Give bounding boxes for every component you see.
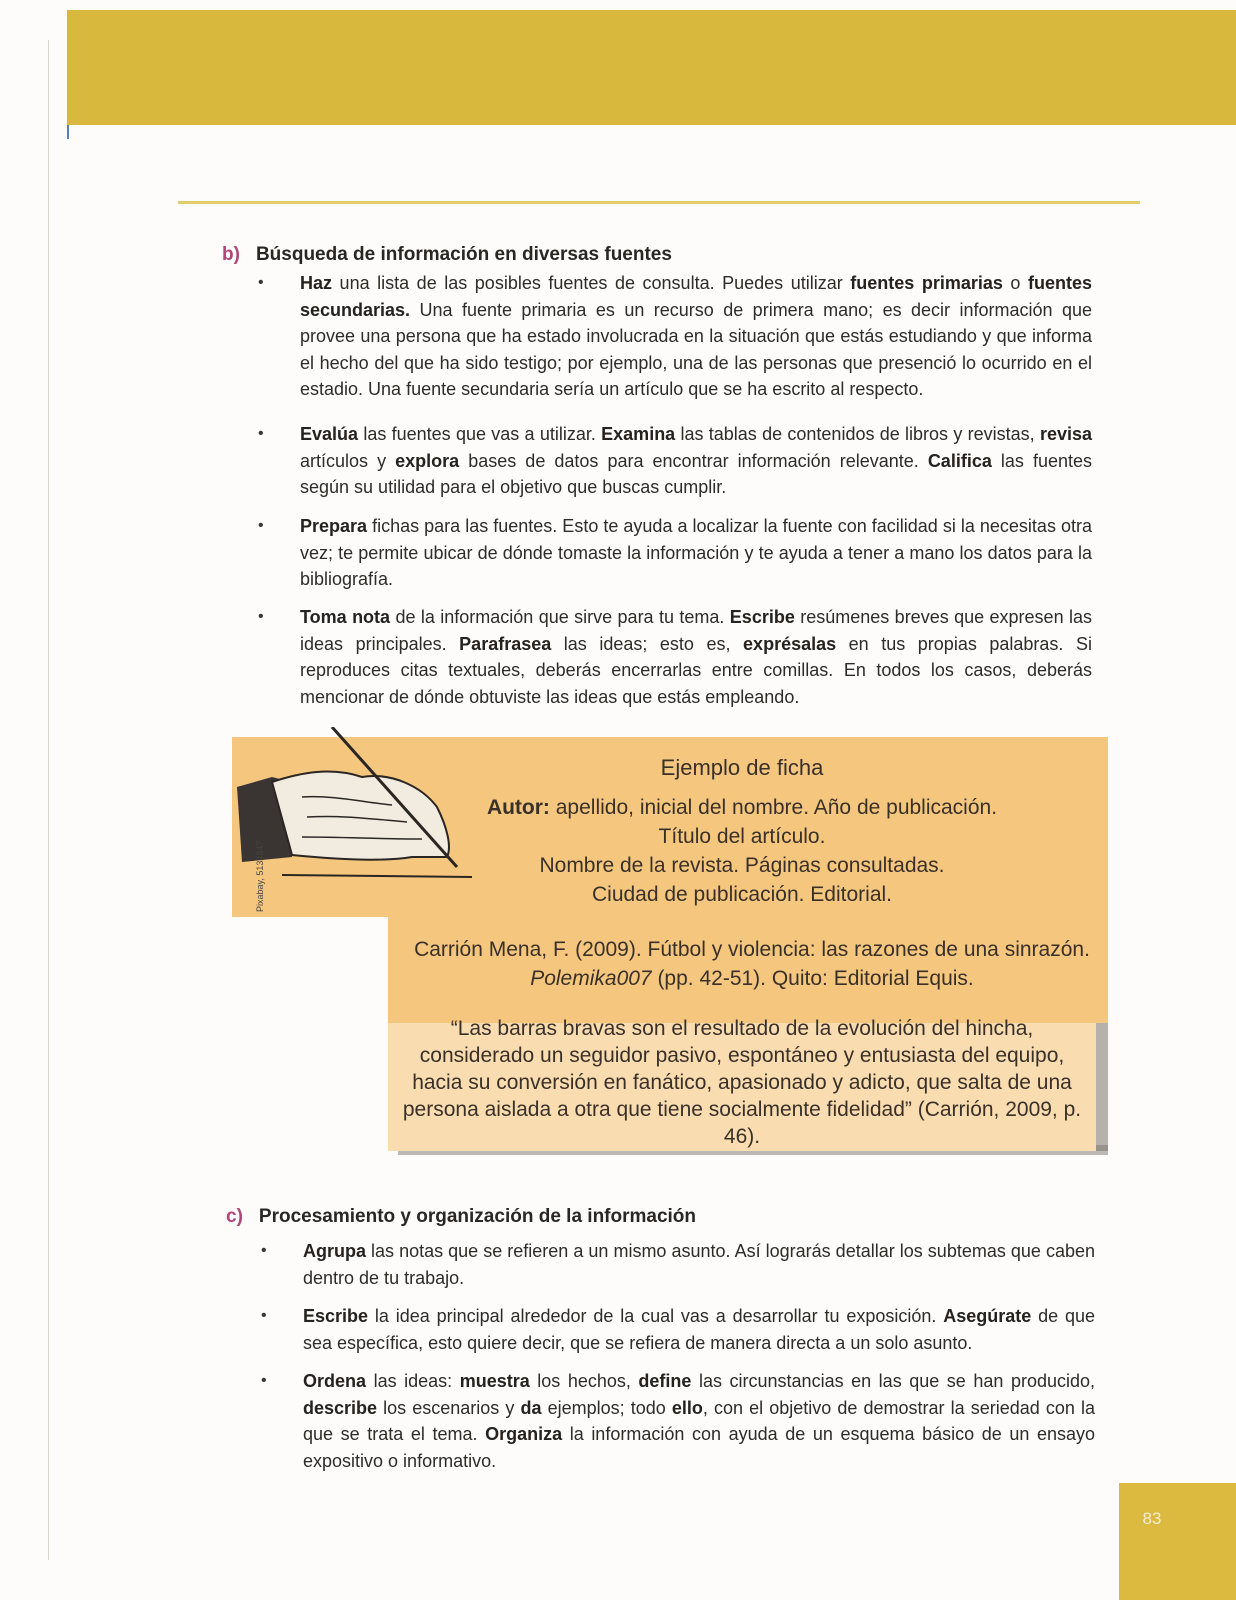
list-item: • Agrupa las notas que se refieren a un mismo asunto. Así lograrás detallar los subtemas que caben dentro de tu trabajo. — [303, 1238, 1095, 1291]
list-item: • Prepara fichas para las fuentes. Esto te ayuda a localizar la fuente con facilidad si la necesitas otra vez; te permite ubicar de dónde tomaste la información y te ayuda a tener a mano los datos para la bibliografía. — [300, 513, 1092, 593]
journal-line: Nombre de la revista. Páginas consultadas. — [539, 854, 945, 877]
emphasis-text: exprésalas — [743, 633, 837, 654]
list-item: • Ordena las ideas: muestra los hechos, define las circunstancias en las que se han producido, describe los escenarios y da ejemplos; todo ello, con el objetivo de demostrar la seriedad con la que se trata el tema. Organiza la información con ayuda de un esquema básico de un ensayo expositivo o informativo. — [303, 1368, 1095, 1474]
emphasis-text: Agrupa — [303, 1241, 366, 1261]
writing-hand-illustration — [232, 727, 482, 897]
section-c-heading — [226, 1206, 696, 1228]
emphasis-text: explora — [395, 450, 460, 471]
section-b-letter: b) — [222, 244, 240, 265]
emphasis-text: Asegúrate — [943, 1306, 1032, 1326]
emphasis-text: fuentes primarias — [850, 273, 1003, 293]
emphasis-text: Escribe — [729, 607, 795, 627]
image-credit: Pixabay, 5134847 — [255, 840, 265, 912]
emphasis-text: Escribe — [303, 1306, 369, 1326]
emphasis-text: Prepara — [300, 516, 368, 536]
author-text: apellido, inicial del nombre. Año de publicación. — [549, 796, 998, 819]
list-item: • Evalúa las fuentes que vas a utilizar. Examina las tablas de contenidos de libros y revistas, revisa artículos y explora bases de datos para encontrar información relevante. Califica las fuentes según su utilidad para el objetivo que buscas cumplir. — [300, 421, 1092, 501]
card-title: Ejemplo de ficha — [660, 755, 824, 780]
section-c-letter: c) — [226, 1206, 243, 1227]
emphasis-text: muestra — [459, 1371, 530, 1391]
quote-text: “Las barras bravas son el resultado de la evolución del hincha, considerado un seguidor pasivo, espontáneo y entusiasta del equipo, hacia su conversión en fanático, apasionado y adicto, que salta de una persona aislada a otra que tiene socialmente fidelidad” (Carrión, 2009, p. 46). — [402, 1017, 1082, 1148]
emphasis-text: define — [638, 1371, 692, 1391]
emphasis-text: Parafrasea — [459, 633, 552, 654]
header-tick — [67, 125, 69, 139]
emphasis-text: Haz — [300, 273, 333, 293]
emphasis-text: Toma nota — [300, 607, 391, 627]
city-line: Ciudad de publicación. Editorial. — [591, 883, 893, 906]
emphasis-text: fuentes secundarias. — [300, 273, 1093, 320]
card-cutout — [232, 917, 388, 1157]
citation-line-1: Carrión Mena, F. (2009). Fútbol y violencia: las razones de una sinrazón. — [414, 938, 1090, 961]
citation-line-2: (pp. 42-51). Quito: Editorial Equis. — [651, 967, 974, 990]
margin-line — [48, 40, 49, 1560]
article-title-line: Título del artículo. — [658, 825, 826, 848]
author-label: Autor: — [486, 796, 550, 819]
page-number-tab — [1119, 1483, 1236, 1600]
header-band — [67, 10, 1236, 125]
emphasis-text: revisa — [1039, 424, 1092, 444]
list-item: • Escribe la idea principal alrededor de la cual vas a desarrollar tu exposición. Asegúrate de que sea específica, esto quiere decir, que se refiera de manera directa a un solo asunto. — [303, 1303, 1095, 1356]
list-item: • Toma nota de la información que sirve para tu tema. Escribe resúmenes breves que expresen las ideas principales. Parafrasea las ideas; esto es, exprésalas en tus propias palabras. Si reproduces citas textuales, deberás encerrarlas entre comillas. En todos los casos, deberás mencionar de dónde obtuviste las ideas que estás empleando. — [300, 604, 1092, 710]
emphasis-text: Califica — [927, 450, 992, 471]
emphasis-text: ello — [671, 1397, 703, 1418]
citation-example — [402, 935, 1102, 993]
section-b-title: Búsqueda de información en diversas fuentes — [255, 244, 672, 265]
emphasis-text: da — [520, 1397, 542, 1418]
list-item: • Haz una lista de las posibles fuentes de consulta. Puedes utilizar fuentes primarias o fuentes secundarias. Una fuente primaria es un recurso de primera mano; es decir información que provee una persona que ha estado involucrada en la situación que estás estudiando y que informa el hecho del que ha sido testigo; por ejemplo, una de las personas que presenció lo ocurrido en el estadio. Una fuente secundaria sería un artículo que se ha escrito al respecto. — [300, 270, 1092, 403]
section-b-heading — [222, 244, 672, 266]
emphasis-text: Examina — [601, 424, 676, 444]
card-template — [462, 793, 1022, 909]
example-card — [232, 737, 1108, 1157]
emphasis-text: describe — [303, 1397, 378, 1418]
citation-journal: Polemika007 — [530, 967, 652, 990]
page-number: 83 — [1142, 1509, 1162, 1528]
emphasis-text: Organiza — [485, 1424, 563, 1444]
section-rule — [178, 201, 1140, 204]
section-c-title: Procesamiento y organización de la información — [258, 1206, 697, 1227]
emphasis-text: Ordena — [303, 1371, 367, 1391]
emphasis-text: Evalúa — [300, 424, 359, 444]
